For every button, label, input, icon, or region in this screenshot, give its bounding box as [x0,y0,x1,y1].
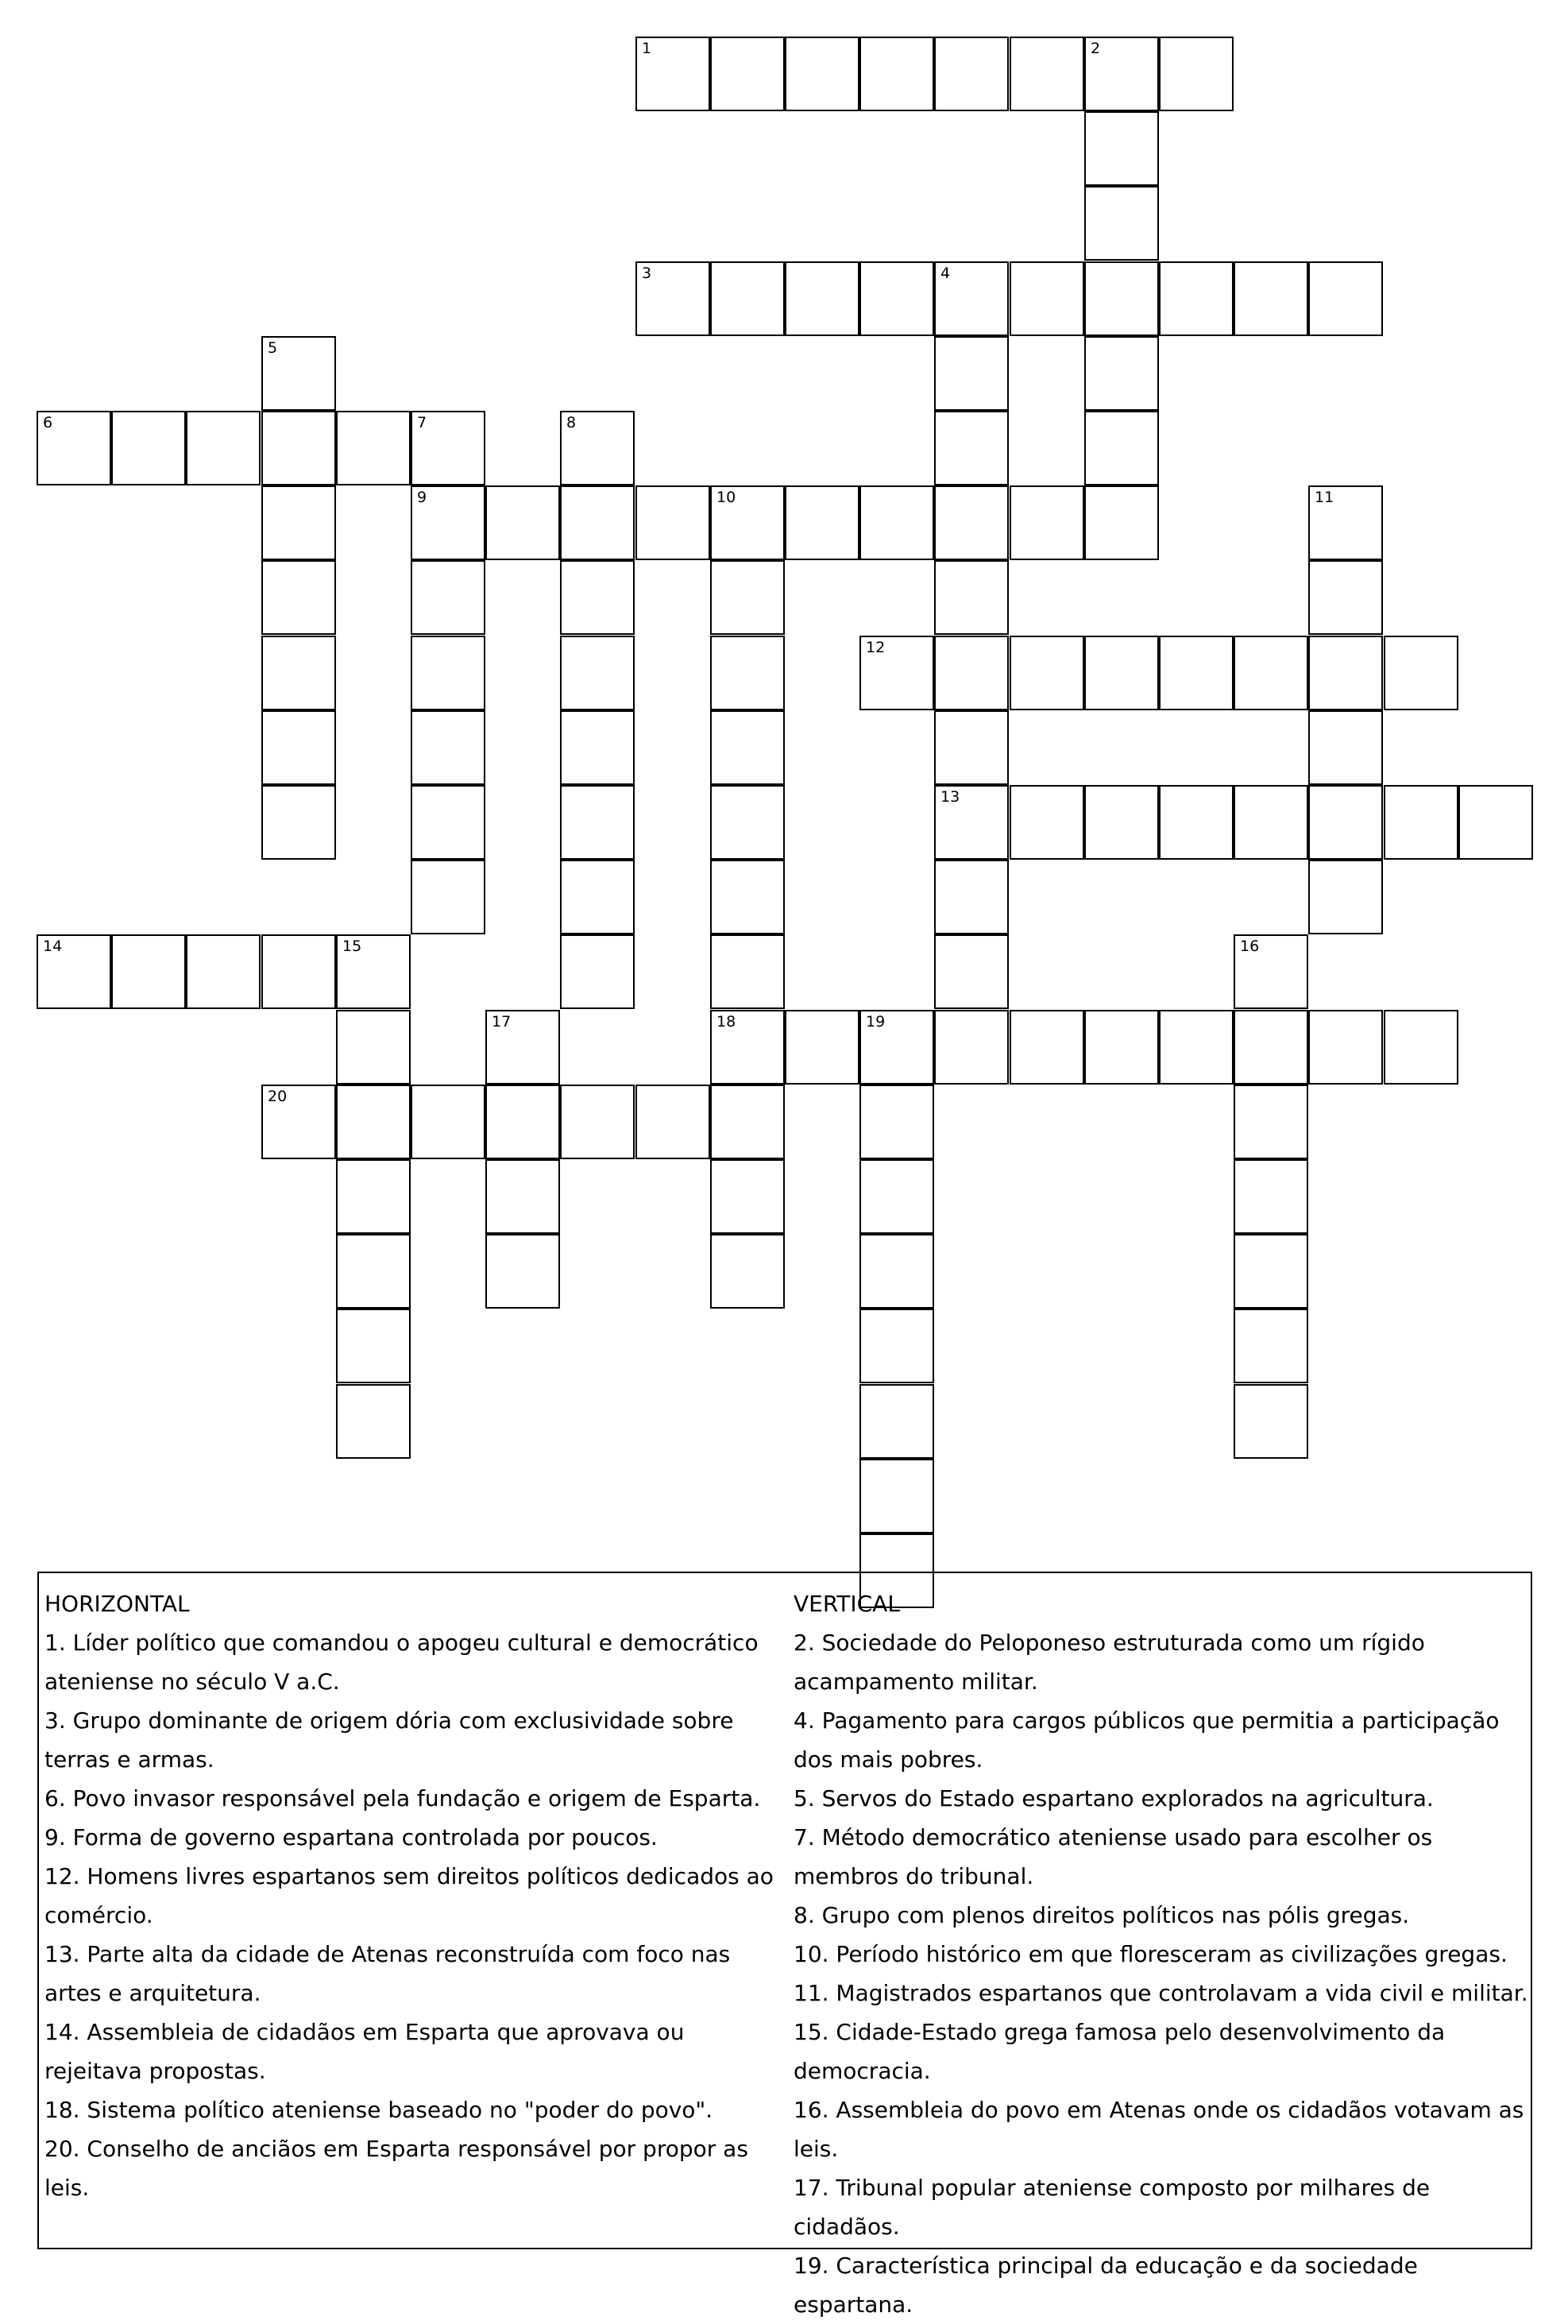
grid-cell[interactable] [1308,485,1383,560]
grid-cell[interactable] [859,1309,934,1383]
grid-cell[interactable] [261,1085,336,1159]
grid-cell[interactable] [411,636,485,710]
grid-cell[interactable] [411,1085,485,1159]
grid-cell[interactable] [261,560,336,635]
grid-cell[interactable] [1234,785,1308,860]
grid-cell[interactable] [1159,636,1234,710]
grid-cell[interactable] [710,485,785,560]
grid-cell[interactable] [1084,261,1159,336]
grid-cell[interactable] [934,860,1009,934]
grid-cell[interactable] [785,1010,859,1085]
grid-cell[interactable] [1234,1085,1308,1159]
grid-cell[interactable] [785,37,859,111]
grid-cell[interactable] [1159,785,1234,860]
clue-item: 11. Magistrados espartanos que controlavam a vida civil e militar. [794,1980,1528,2006]
grid-cell[interactable] [261,485,336,560]
grid-cell[interactable] [710,860,785,934]
grid-cell[interactable] [336,1159,411,1234]
grid-cell[interactable] [710,560,785,635]
grid-cell[interactable] [1084,785,1159,860]
grid-cell[interactable] [934,37,1009,111]
cell-number: 2 [1091,40,1101,57]
cell-number: 11 [1315,489,1334,506]
grid-cell[interactable] [111,411,186,485]
grid-cell[interactable] [859,1459,934,1533]
grid-cell[interactable] [710,1234,785,1309]
grid-cell[interactable] [560,560,635,635]
grid-cell[interactable] [710,934,785,1009]
grid-cell[interactable] [934,1010,1009,1085]
grid-cell[interactable] [186,934,261,1009]
grid-cell[interactable] [411,860,485,934]
grid-cell[interactable] [1384,785,1458,860]
grid-cell[interactable] [1084,636,1159,710]
cell-number: 6 [43,414,53,431]
grid-cell[interactable] [336,1309,411,1383]
grid-cell[interactable] [1308,1010,1383,1085]
grid-cell[interactable] [111,934,186,1009]
grid-cell[interactable] [186,411,261,485]
grid-cell[interactable] [1159,1010,1234,1085]
grid-cell[interactable] [859,1234,934,1309]
grid-cell[interactable] [1234,1384,1308,1459]
grid-cell[interactable] [261,934,336,1009]
clue-item: 10. Período histórico em que floresceram as civilizações gregas. [794,1941,1508,1967]
grid-cell[interactable] [261,336,336,411]
grid-cell[interactable] [1234,261,1308,336]
grid-cell[interactable] [1010,785,1084,860]
grid-cell[interactable] [1010,485,1084,560]
grid-cell[interactable] [1084,485,1159,560]
grid-cell[interactable] [37,934,111,1009]
cell-number: 16 [1240,938,1260,955]
grid-cell[interactable] [1384,636,1458,710]
grid-cell[interactable] [1234,636,1308,710]
grid-cell[interactable] [261,785,336,860]
grid-cell[interactable] [336,1085,411,1159]
grid-cell[interactable] [710,1085,785,1159]
cell-number: 9 [417,489,427,506]
cell-number: 7 [417,414,427,431]
grid-cell[interactable] [635,1085,710,1159]
clue-item: 7. Método democrático ateniense usado para escolher os membros do tribunal. [794,1824,1433,1889]
clue-item: 15. Cidade-Estado grega famosa pelo desenvolvimento da democracia. [794,2019,1446,2084]
grid-cell[interactable] [710,261,785,336]
grid-cell[interactable] [785,485,859,560]
clue-item: 2. Sociedade do Peloponeso estruturada como um rígido acampamento militar. [794,1630,1425,1695]
grid-cell[interactable] [485,1234,560,1309]
grid-cell[interactable] [1010,261,1084,336]
grid-cell[interactable] [934,710,1009,785]
grid-cell[interactable] [934,785,1009,860]
grid-cell[interactable] [1084,37,1159,111]
grid-cell[interactable] [934,261,1009,336]
clue-item: 18. Sistema político ateniense baseado no "poder do povo". [44,2097,713,2123]
grid-cell[interactable] [37,411,111,485]
grid-cell[interactable] [1010,37,1084,111]
clue-item: 8. Grupo com plenos direitos políticos nas pólis gregas. [794,1902,1410,1928]
grid-cell[interactable] [411,710,485,785]
grid-cell[interactable] [1308,710,1383,785]
horizontal-heading: HORIZONTAL [44,1591,190,1617]
vertical-heading: VERTICAL [794,1591,900,1617]
grid-cell[interactable] [1234,1159,1308,1234]
grid-cell[interactable] [1308,636,1383,710]
cell-number: 3 [642,265,652,282]
grid-cell[interactable] [560,485,635,560]
grid-cell[interactable] [560,636,635,710]
grid-cell[interactable] [859,1010,934,1085]
grid-cell[interactable] [1234,1010,1308,1085]
grid-cell[interactable] [859,37,934,111]
grid-cell[interactable] [1159,261,1234,336]
grid-cell[interactable] [485,485,560,560]
grid-cell[interactable] [635,485,710,560]
grid-cell[interactable] [934,934,1009,1009]
clue-item: 19. Característica principal da educação e da sociedade espartana. [794,2252,1418,2318]
grid-cell[interactable] [261,411,336,485]
clue-item: 3. Grupo dominante de origem dória com exclusividade sobre terras e armas. [44,1707,734,1773]
cell-number: 17 [492,1013,512,1031]
grid-cell[interactable] [1010,636,1084,710]
cell-number: 1 [642,40,652,57]
grid-cell[interactable] [1234,1234,1308,1309]
cell-number: 8 [566,414,577,431]
grid-cell[interactable] [635,261,710,336]
grid-cell[interactable] [1308,261,1383,336]
cell-number: 12 [866,639,886,656]
clue-item: 12. Homens livres espartanos sem direitos políticos dedicados ao comércio. [44,1863,774,1928]
cell-number: 4 [940,265,951,282]
grid-cell[interactable] [560,934,635,1009]
cell-number: 14 [43,938,63,955]
grid-cell[interactable] [336,411,411,485]
horizontal-clues [44,1584,783,2207]
cell-number: 19 [866,1013,886,1031]
clue-item: 20. Conselho de anciãos em Esparta responsável por propor as leis. [44,2136,748,2201]
grid-cell[interactable] [485,1159,560,1234]
clues-box [37,1572,1532,2318]
grid-cell[interactable] [560,860,635,934]
grid-cell[interactable] [710,1159,785,1234]
grid-cell[interactable] [934,636,1009,710]
grid-cell[interactable] [411,485,485,560]
clue-item: 17. Tribunal popular ateniense composto por milhares de cidadãos. [794,2175,1431,2240]
clue-item: 5. Servos do Estado espartano explorados na agricultura. [794,1785,1434,1812]
grid-cell[interactable] [934,336,1009,411]
grid-cell[interactable] [560,1085,635,1159]
cell-number: 18 [716,1013,736,1031]
cell-number: 20 [268,1088,288,1105]
grid-cell[interactable] [859,1159,934,1234]
vertical-clue-list [794,1623,1532,2324]
clue-item: 4. Pagamento para cargos públicos que permitia a participação dos mais pobres. [794,1707,1500,1773]
grid-cell[interactable] [336,1010,411,1085]
grid-cell[interactable] [934,560,1009,635]
clue-item: 13. Parte alta da cidade de Atenas reconstruída com foco nas artes e arquitetura. [44,1941,731,2006]
grid-cell[interactable] [859,1384,934,1459]
clue-item: 14. Assembleia de cidadãos em Esparta que aprovava ou rejeitava propostas. [44,2019,685,2084]
grid-cell[interactable] [859,1085,934,1159]
clue-item: 6. Povo invasor responsável pela fundação e origem de Esparta. [44,1785,761,1812]
grid-cell[interactable] [710,710,785,785]
grid-cell[interactable] [336,1384,411,1459]
grid-cell[interactable] [1458,785,1533,860]
grid-cell[interactable] [411,560,485,635]
horizontal-clue-list [44,1623,783,2207]
grid-cell[interactable] [261,636,336,710]
grid-cell[interactable] [859,485,934,560]
grid-cell[interactable] [1084,411,1159,485]
clue-item: 1. Líder político que comandou o apogeu cultural e democrático ateniense no século V a.C. [44,1630,759,1695]
grid-cell[interactable] [710,785,785,860]
grid-cell[interactable] [1308,860,1383,934]
grid-cell[interactable] [336,1234,411,1309]
grid-cell[interactable] [785,261,859,336]
vertical-clues [794,1584,1532,2324]
grid-cell[interactable] [710,37,785,111]
grid-cell[interactable] [485,1085,560,1159]
grid-cell[interactable] [560,411,635,485]
grid-cell[interactable] [1084,336,1159,411]
grid-cell[interactable] [1084,186,1159,261]
grid-cell[interactable] [1234,1309,1308,1383]
cell-number: 10 [716,489,736,506]
grid-cell[interactable] [710,1010,785,1085]
cell-number: 13 [940,788,960,806]
grid-cell[interactable] [485,1010,560,1085]
grid-cell[interactable] [1010,1010,1084,1085]
grid-cell[interactable] [710,636,785,710]
grid-cell[interactable] [934,411,1009,485]
grid-cell[interactable] [859,636,934,710]
grid-cell[interactable] [560,710,635,785]
grid-cell[interactable] [635,37,710,111]
grid-cell[interactable] [560,785,635,860]
grid-cell[interactable] [336,934,411,1009]
grid-cell[interactable] [1308,785,1383,860]
grid-cell[interactable] [1084,111,1159,186]
cell-number: 15 [342,938,362,955]
grid-cell[interactable] [261,710,336,785]
cell-number: 5 [268,339,278,357]
grid-cell[interactable] [1308,560,1383,635]
grid-cell[interactable] [859,261,934,336]
grid-cell[interactable] [1384,1010,1458,1085]
grid-cell[interactable] [1084,1010,1159,1085]
clue-item: 16. Assembleia do povo em Atenas onde os cidadãos votavam as leis. [794,2097,1524,2162]
grid-cell[interactable] [934,485,1009,560]
clue-item: 9. Forma de governo espartana controlada por poucos. [44,1824,658,1850]
grid-cell[interactable] [1159,37,1234,111]
grid-cell[interactable] [411,411,485,485]
grid-cell[interactable] [1234,934,1308,1009]
grid-cell[interactable] [411,785,485,860]
